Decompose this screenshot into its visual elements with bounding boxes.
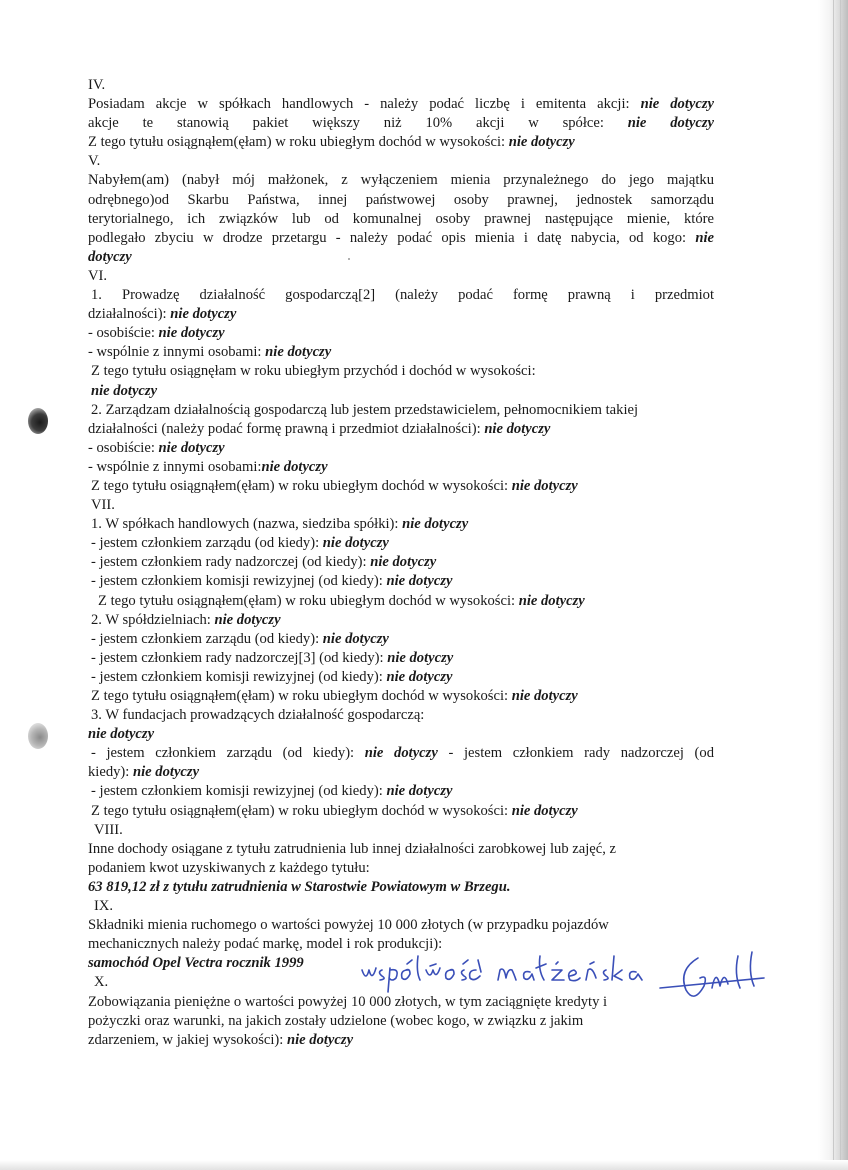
text-line: 1. Prowadzę działalność gospodarczą[2] (należy podać formę prawną i przedmiot <box>91 287 714 304</box>
answer-value: nie dotyczy <box>508 134 575 151</box>
text-line <box>88 382 714 401</box>
answer-value: nie dotyczy <box>511 477 578 494</box>
answer-value: nie dotyczy <box>370 554 437 571</box>
text-line: - jestem członkiem zarządu (od kiedy): nie dotyczy <box>91 630 389 647</box>
answer-value: nie dotyczy <box>518 592 585 609</box>
text-line: Inne dochody osiągane z tytułu zatrudnienia lub innej działalności zarobkowej lub zajęć, z <box>88 840 617 857</box>
text-line: - wspólnie z innymi osobami:nie dotyczy <box>88 458 328 475</box>
text-line: podaniem kwot uzyskiwanych z każdego tytułu: <box>88 859 370 876</box>
text-line <box>88 725 714 744</box>
text-line: - jestem członkiem komisji rewizyjnej (od kiedy): nie dotyczy <box>91 668 453 685</box>
paper-bottom-edge <box>0 1160 848 1170</box>
text-line: Z tego tytułu osiągnąłem(ęłam) w roku ubiegłym dochód w wysokości: nie dotyczy <box>88 134 575 151</box>
text-line: Z tego tytułu osiągnąłem(ęłam) w roku ubiegłym dochód w wysokości: nie dotyczy <box>91 802 578 819</box>
text-line: kiedy): nie dotyczy <box>88 764 200 781</box>
text-line: - jestem członkiem rady nadzorczej (od kiedy): nie dotyczy <box>91 554 437 571</box>
text-line: mechanicznych należy podać markę, model i rok produkcji): <box>88 936 443 953</box>
answer-value: nie dotyczy <box>158 325 225 342</box>
text-line: - osobiście: nie dotyczy <box>88 325 225 342</box>
text-line: Nabyłem(am) (nabył mój małżonek, z wyłączeniem mienia przynależnego do jego majątku <box>88 172 714 189</box>
text-line: odrębnego)od Skarbu Państwa, innej państwowej osoby prawnej, jednostek samorządu <box>88 191 714 208</box>
answer-value: nie dotyczy <box>511 688 578 704</box>
section-ix-heading: IX. <box>94 898 114 915</box>
text-line: - jestem członkiem rady nadzorczej[3] (od kiedy): nie dotyczy <box>91 649 454 666</box>
vehicle-value: samochód Opel Vectra rocznik 1999 <box>88 955 304 972</box>
text-line: Z tego tytułu osiągnąłem(ęłam) w roku ubiegłym dochód w wysokości: nie dotyczy <box>91 477 578 494</box>
section-iv-heading: IV. <box>88 77 106 93</box>
text-line: Posiadam akcje w spółkach handlowych - należy podać liczbę i emitenta akcji: nie dotyczy <box>88 96 714 113</box>
answer-value: nie dotyczy <box>261 458 328 475</box>
answer-value: nie dotyczy <box>364 745 438 762</box>
answer-value: nie dotyczy <box>387 649 454 666</box>
text-line: 3. W fundacjach prowadzących działalność gospodarczą: <box>91 707 425 724</box>
paper-edge-line <box>833 0 834 1170</box>
answer-value: nie dotyczy <box>484 420 551 437</box>
answer-value: nie dotyczy <box>88 726 155 743</box>
text-line: 1. W spółkach handlowych (nazwa, siedziba spółki): nie dotyczy <box>91 516 469 533</box>
section-vi-heading: VI. <box>88 267 108 284</box>
text-line: akcje te stanowią pakiet większy niż 10% akcji w spółce: nie dotyczy <box>88 115 714 132</box>
text-line: zdarzeniem, w jakiej wysokości): nie dotyczy <box>88 1031 354 1048</box>
answer-value: nie dotyczy <box>386 573 453 590</box>
answer-value: nie dotyczy <box>511 802 578 819</box>
answer-value: nie dotyczy <box>158 439 225 456</box>
section-viii-heading: VIII. <box>94 821 123 838</box>
text-line: podlegało zbyciu w drodze przetargu - należy podać opis mienia i datę nabycia, od kogo: nie <box>88 229 715 246</box>
answer-value: nie dotyczy <box>322 630 389 647</box>
answer-value: dotyczy <box>88 248 132 265</box>
answer-value: nie dotyczy <box>265 344 332 361</box>
answer-value: nie dotyczy <box>91 382 158 399</box>
answer-value: nie dotyczy <box>286 1031 354 1048</box>
answer-value: nie dotyczy <box>386 783 453 800</box>
text-line: - osobiście: nie dotyczy <box>88 439 225 456</box>
text-line: 2. Zarządzam działalnością gospodarczą lub jestem przedstawicielem, pełnomocnikiem takiej <box>91 401 639 418</box>
section-v-heading: V. <box>88 153 101 170</box>
text-line: - jestem członkiem zarządu (od kiedy): nie dotyczy - jestem członkiem rady nadzorczej (od <box>91 745 715 762</box>
text-line: 2. W spółdzielniach: nie dotyczy <box>91 611 281 628</box>
section-x-heading: X. <box>94 974 109 991</box>
text-line: działalności (należy podać formę prawną i przedmiot działalności): nie dotyczy <box>88 420 551 437</box>
text-line: Składniki mienia ruchomego o wartości powyżej 10 000 złotych (w przypadku pojazdów <box>88 917 609 934</box>
text-line <box>88 248 714 267</box>
text-line: Z tego tytułu osiągnąłem(ęłam) w roku ubiegłym dochód w wysokości: nie dotyczy <box>98 592 585 609</box>
answer-value: nie dotyczy <box>170 306 237 323</box>
text-line: terytorialnego, ich związków lub od komunalnej osoby prawnej następujące mienie, które <box>88 210 714 227</box>
text-line: Zobowiązania pieniężne o wartości powyżej 10 000 złotych, w tym zaciągnięte kredyty i <box>88 993 608 1010</box>
section-vii-heading: VII. <box>91 497 115 514</box>
answer-value: nie dotyczy <box>214 611 281 628</box>
answer-value: nie <box>695 229 715 246</box>
text-line: - wspólnie z innymi osobami: nie dotyczy <box>88 344 332 361</box>
text-line: Z tego tytułu osiągnęłam w roku ubiegłym przychód i dochód w wysokości: <box>91 363 536 380</box>
punch-hole-icon <box>28 408 48 434</box>
answer-value: nie dotyczy <box>627 115 714 132</box>
text-line: pożyczki oraz warunki, na jakich zostały udzielone (wobec kogo, w związku z jakim <box>88 1012 584 1029</box>
answer-value: nie dotyczy <box>386 668 453 685</box>
answer-value: nie dotyczy <box>133 764 200 781</box>
text-line: - jestem członkiem komisji rewizyjnej (od kiedy): nie dotyczy <box>91 783 453 800</box>
punch-hole-icon <box>28 723 48 749</box>
income-value: 63 819,12 zł z tytułu zatrudnienia w Starostwie Powiatowym w Brzegu. <box>88 878 511 895</box>
text-line: Z tego tytułu osiągnąłem(ęłam) w roku ubiegłym dochód w wysokości: nie dotyczy <box>91 688 578 704</box>
handwritten-note-signature <box>360 948 770 1008</box>
paper-edge-line <box>840 0 841 1170</box>
answer-value: nie dotyczy <box>322 535 389 552</box>
text-line: - jestem członkiem komisji rewizyjnej (od kiedy): nie dotyczy <box>91 573 453 590</box>
answer-value: nie dotyczy <box>402 516 469 533</box>
text-line: działalności): nie dotyczy <box>88 306 237 323</box>
text-line: - jestem członkiem zarządu (od kiedy): nie dotyczy <box>91 535 389 552</box>
declaration-text <box>88 76 714 1050</box>
answer-value: nie dotyczy <box>640 96 714 113</box>
